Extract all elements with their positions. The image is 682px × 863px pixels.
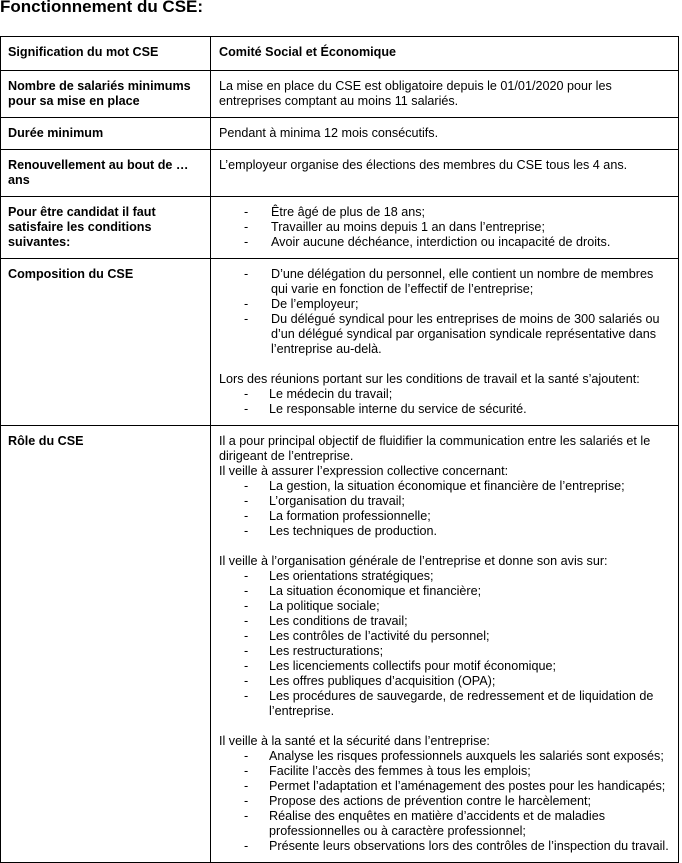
list-item: - Travailler au moins depuis 1 an dans l’entreprise; [219, 220, 670, 235]
list-item: - Facilite l’accès des femmes à tous les emplois; [219, 764, 670, 779]
row-value [211, 426, 679, 863]
list-item: - Être âgé de plus de 18 ans; [219, 205, 670, 220]
list-item: - Le médecin du travail; [219, 387, 670, 402]
value-bold: Comité Social et Économique [219, 45, 397, 59]
list-item: - De l’employeur; [219, 297, 670, 312]
row-label: Rôle du CSE [1, 426, 211, 863]
row-label: Renouvellement au bout de … ans [1, 150, 211, 197]
row-value [211, 197, 679, 259]
list-item: - Les orientations stratégiques; [219, 569, 670, 584]
list-item: - D’une délégation du personnel, elle contient un nombre de membres qui varie en fonction de l’effectif de l’entreprise; [219, 267, 670, 297]
row-label: Signification du mot CSE [1, 37, 211, 71]
list-item: - L’organisation du travail; [219, 494, 670, 509]
list-item: - Présente leurs observations lors des contrôles de l’inspection du travail. [219, 839, 670, 854]
table-row [1, 37, 679, 71]
list-item: - Avoir aucune déchéance, interdiction ou incapacité de droits. [219, 235, 670, 250]
table-row [1, 259, 679, 426]
paragraph: Il a pour principal objectif de fluidifier la communication entre les salariés et le dirigeant de l’entreprise. [219, 434, 651, 463]
list-item: - Les techniques de production. [219, 524, 670, 539]
table-row [1, 197, 679, 259]
table-row [1, 426, 679, 863]
page-title: Fonctionnement du CSE: [0, 0, 204, 16]
list-item: - Les restructurations; [219, 644, 670, 659]
list-item: - Les procédures de sauvegarde, de redressement et de liquidation de l’entreprise. [219, 689, 670, 719]
row-label: Pour être candidat il faut satisfaire les conditions suivantes: [1, 197, 211, 259]
composition-list [219, 267, 670, 357]
list-item: - Les offres publiques d’acquisition (OPA); [219, 674, 670, 689]
list-item: - La formation professionnelle; [219, 509, 670, 524]
list-item: - Réalise des enquêtes en matière d’accidents et de maladies professionnelles ou à caractère professionnel; [219, 809, 670, 839]
row-label: Composition du CSE [1, 259, 211, 426]
list-item: - Les contrôles de l’activité du personnel; [219, 629, 670, 644]
row-label: Durée minimum [1, 118, 211, 150]
list-item: - Propose des actions de prévention contre le harcèlement; [219, 794, 670, 809]
conditions-list [219, 205, 670, 250]
list-item: - Les conditions de travail; [219, 614, 670, 629]
meeting-extra-list [219, 387, 670, 417]
row-value [211, 37, 679, 71]
list-item: - Du délégué syndical pour les entreprises de moins de 300 salariés ou d’un délégué syndical par organisation syndicale représentative dans l’entreprise au-delà. [219, 312, 670, 357]
list-item: - Le responsable interne du service de sécurité. [219, 402, 670, 417]
table-row [1, 150, 679, 197]
table-row [1, 71, 679, 118]
row-value: L’employeur organise des élections des membres du CSE tous les 4 ans. [211, 150, 679, 197]
list-item: - La politique sociale; [219, 599, 670, 614]
list-item: - La situation économique et financière; [219, 584, 670, 599]
health-safety-list [219, 749, 670, 854]
cse-table [0, 36, 679, 863]
paragraph: Lors des réunions portant sur les conditions de travail et la santé s’ajoutent: [219, 372, 640, 386]
list-item: - Permet l’adaptation et l’aménagement des postes pour les handicapés; [219, 779, 670, 794]
paragraph: Il veille à l’organisation générale de l’entreprise et donne son avis sur: [219, 554, 608, 568]
list-item: - Les licenciements collectifs pour motif économique; [219, 659, 670, 674]
list-item: - La gestion, la situation économique et financière de l’entreprise; [219, 479, 670, 494]
table-row [1, 118, 679, 150]
row-value [211, 259, 679, 426]
row-value: Pendant à minima 12 mois consécutifs. [211, 118, 679, 150]
row-value: La mise en place du CSE est obligatoire depuis le 01/01/2020 pour les entreprises comptant au moins 11 salariés. [211, 71, 679, 118]
expression-list [219, 479, 670, 539]
organisation-list [219, 569, 670, 719]
paragraph: Il veille à assurer l’expression collective concernant: [219, 464, 509, 478]
list-item: - Analyse les risques professionnels auxquels les salariés sont exposés; [219, 749, 670, 764]
paragraph: Il veille à la santé et la sécurité dans l’entreprise: [219, 734, 490, 748]
row-label: Nombre de salariés minimums pour sa mise en place [1, 71, 211, 118]
